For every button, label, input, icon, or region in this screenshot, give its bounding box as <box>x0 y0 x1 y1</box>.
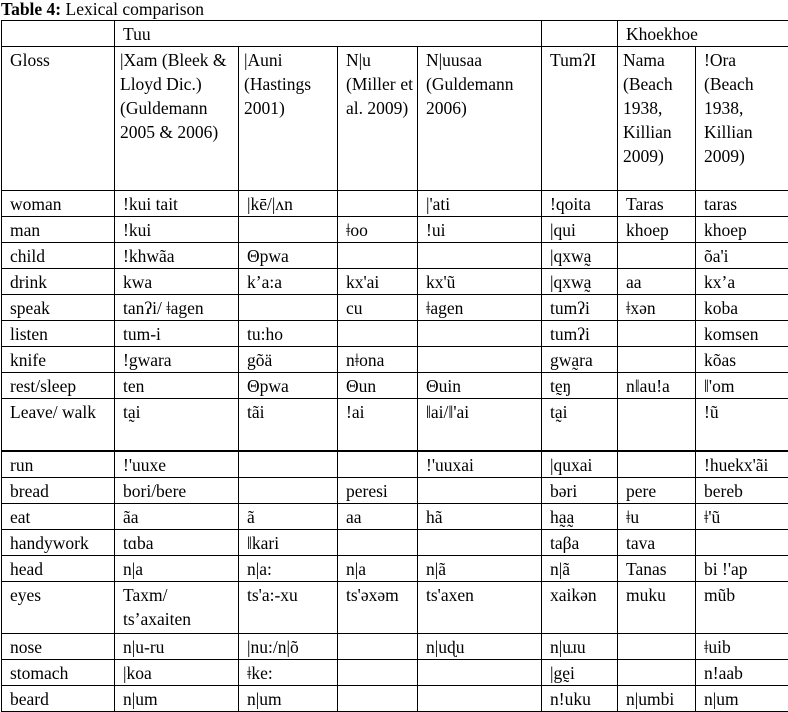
cell-nuusaa: kx'ũ <box>418 269 542 295</box>
cell-auni: Θpwa <box>239 243 338 269</box>
cell-nama: khoep <box>618 217 696 243</box>
cell-nuusaa: n|ã <box>418 555 542 581</box>
cell-nu <box>338 633 418 659</box>
header-gloss: Gloss <box>2 47 115 191</box>
cell-xam: tum-i <box>115 321 239 347</box>
cell-ora: kx’a <box>696 269 788 295</box>
cell-gloss: woman <box>2 191 115 217</box>
cell-auni: ‖kari <box>239 529 338 555</box>
cell-xam: !kui <box>115 217 239 243</box>
cell-xam: n|a <box>115 555 239 581</box>
cell-gloss: Leave/ walk <box>2 399 115 451</box>
cell-xam: tanʔi/ ǂagen <box>115 295 239 321</box>
cell-xam: !kui tait <box>115 191 239 217</box>
cell-tumqi: tḛŋ <box>542 373 618 399</box>
cell-tumqi: |qui <box>542 217 618 243</box>
cell-nuusaa: ts'axen <box>418 581 542 633</box>
cell-xam: |koa <box>115 659 239 685</box>
cell-nuusaa <box>418 529 542 555</box>
cell-nu <box>338 451 418 478</box>
cell-tumqi: xaikən <box>542 581 618 633</box>
cell-nu: Θun <box>338 373 418 399</box>
empty-cell <box>2 21 115 47</box>
cell-tumqi: ta̰i <box>542 399 618 451</box>
cell-gloss: handywork <box>2 529 115 555</box>
cell-xam: tɑba <box>115 529 239 555</box>
cell-gloss: child <box>2 243 115 269</box>
group-khoekhoe: Khoekhoe <box>618 21 788 47</box>
cell-nuusaa <box>418 321 542 347</box>
cell-nu <box>338 321 418 347</box>
cell-tumqi: gwa̰ra <box>542 347 618 373</box>
cell-tumqi: !qoita <box>542 191 618 217</box>
cell-ora: taras <box>696 191 788 217</box>
cell-nama: ǂxən <box>618 295 696 321</box>
cell-auni <box>239 295 338 321</box>
cell-ora: koba <box>696 295 788 321</box>
cell-auni: ã <box>239 503 338 529</box>
cell-auni: n|a: <box>239 555 338 581</box>
cell-nama: pere <box>618 477 696 503</box>
header-ora: !Ora (Beach 1938, Killian 2009) <box>696 47 788 191</box>
caption-label: Table 4: <box>1 0 61 19</box>
header-nama: Nama (Beach 1938, Killian 2009) <box>618 47 696 191</box>
table-row <box>2 581 788 633</box>
cell-gloss: head <box>2 555 115 581</box>
table-row <box>2 451 788 478</box>
cell-nu: !ai <box>338 399 418 451</box>
table-row <box>2 633 788 659</box>
cell-auni: n|um <box>239 685 338 711</box>
cell-gloss: rest/sleep <box>2 373 115 399</box>
cell-nama: n‖au!a <box>618 373 696 399</box>
cell-gloss: eyes <box>2 581 115 633</box>
cell-tumqi: n|ã <box>542 555 618 581</box>
cell-nu: n|a <box>338 555 418 581</box>
cell-gloss: run <box>2 451 115 478</box>
cell-nu: ǂoo <box>338 217 418 243</box>
table-row <box>2 321 788 347</box>
cell-ora: !huekx'ãi <box>696 451 788 478</box>
cell-xam: n|um <box>115 685 239 711</box>
group-tuu: Tuu <box>115 21 542 47</box>
lexical-comparison-table <box>1 20 788 712</box>
cell-nuusaa <box>418 659 542 685</box>
cell-tumqi: tumʔi <box>542 295 618 321</box>
cell-nama <box>618 451 696 478</box>
table-row <box>2 555 788 581</box>
cell-nama <box>618 321 696 347</box>
cell-gloss: speak <box>2 295 115 321</box>
cell-nu: kx'ai <box>338 269 418 295</box>
cell-auni <box>239 217 338 243</box>
cell-nama: Tanas <box>618 555 696 581</box>
cell-nuusaa <box>418 347 542 373</box>
cell-auni: gõä <box>239 347 338 373</box>
header-auni: |Auni (Hastings 2001) <box>239 47 338 191</box>
cell-ora: !ũ <box>696 399 788 451</box>
cell-nuusaa: |'ati <box>418 191 542 217</box>
header-xam: |Xam (Bleek & Lloyd Dic.) (Guldemann 2005 & 2006) <box>115 47 239 191</box>
cell-ora: komsen <box>696 321 788 347</box>
cell-gloss: listen <box>2 321 115 347</box>
cell-nu <box>338 659 418 685</box>
table-row <box>2 191 788 217</box>
cell-nu: ts'əxəm <box>338 581 418 633</box>
cell-xam: !khwãa <box>115 243 239 269</box>
cell-nuusaa <box>418 243 542 269</box>
cell-xam: n|u-ru <box>115 633 239 659</box>
cell-gloss: nose <box>2 633 115 659</box>
cell-ora <box>696 529 788 555</box>
cell-nu <box>338 191 418 217</box>
cell-gloss: eat <box>2 503 115 529</box>
cell-nuusaa <box>418 685 542 711</box>
cell-nu: aa <box>338 503 418 529</box>
cell-auni <box>239 477 338 503</box>
cell-nuusaa: hã <box>418 503 542 529</box>
table-caption <box>1 0 204 20</box>
cell-ora: õa'i <box>696 243 788 269</box>
cell-ora: bereb <box>696 477 788 503</box>
cell-nuusaa: !'uuxai <box>418 451 542 478</box>
cell-xam: ta̰i <box>115 399 239 451</box>
table-row <box>2 529 788 555</box>
cell-nuusaa <box>418 477 542 503</box>
cell-tumqi: ha̰a̰ <box>542 503 618 529</box>
cell-gloss: bread <box>2 477 115 503</box>
cell-nuusaa: ǂagen <box>418 295 542 321</box>
cell-auni: ǂke: <box>239 659 338 685</box>
cell-tumqi: |quxai <box>542 451 618 478</box>
cell-gloss: stomach <box>2 659 115 685</box>
cell-ora: ǂuib <box>696 633 788 659</box>
cell-nuusaa: ‖ai/‖'ai <box>418 399 542 451</box>
caption-text: Lexical comparison <box>66 0 205 19</box>
cell-ora: mũb <box>696 581 788 633</box>
cell-nama <box>618 243 696 269</box>
cell-xam: !gwara <box>115 347 239 373</box>
group-header-row <box>2 21 788 47</box>
column-header-row <box>2 47 788 191</box>
cell-auni: Θpwa <box>239 373 338 399</box>
cell-nama <box>618 347 696 373</box>
table-row <box>2 347 788 373</box>
cell-auni: |nu:/n|õ <box>239 633 338 659</box>
cell-nama: aa <box>618 269 696 295</box>
table-row <box>2 399 788 451</box>
cell-nama: ǂu <box>618 503 696 529</box>
cell-nuusaa: Θuin <box>418 373 542 399</box>
cell-tumqi: taβa <box>542 529 618 555</box>
cell-nuusaa: !ui <box>418 217 542 243</box>
cell-gloss: man <box>2 217 115 243</box>
cell-tumqi: n!uku <box>542 685 618 711</box>
table-row <box>2 503 788 529</box>
cell-ora: n|um <box>696 685 788 711</box>
table-row <box>2 243 788 269</box>
cell-tumqi: |qxwa̰ <box>542 269 618 295</box>
cell-nama: tava <box>618 529 696 555</box>
cell-ora: n!aab <box>696 659 788 685</box>
cell-ora: ǂ'ũ <box>696 503 788 529</box>
cell-tumqi: tumʔi <box>542 321 618 347</box>
cell-nama: muku <box>618 581 696 633</box>
cell-gloss: drink <box>2 269 115 295</box>
cell-tumqi: n|uɹu <box>542 633 618 659</box>
cell-ora: khoep <box>696 217 788 243</box>
cell-xam: !'uuxe <box>115 451 239 478</box>
cell-tumqi: |gḛi <box>542 659 618 685</box>
cell-auni: ts'a:-xu <box>239 581 338 633</box>
cell-auni: |kē/|ʌn <box>239 191 338 217</box>
table-row <box>2 659 788 685</box>
cell-ora: kõas <box>696 347 788 373</box>
cell-auni: tu:ho <box>239 321 338 347</box>
cell-auni: tãi <box>239 399 338 451</box>
table-row <box>2 373 788 399</box>
cell-nu: nǂona <box>338 347 418 373</box>
cell-nu <box>338 529 418 555</box>
cell-nuusaa: n|uɖu <box>418 633 542 659</box>
cell-xam: ãa <box>115 503 239 529</box>
cell-nama <box>618 399 696 451</box>
cell-xam: Taxm/ ts’axaiten <box>115 581 239 633</box>
cell-xam: kwa <box>115 269 239 295</box>
cell-ora: ‖'om <box>696 373 788 399</box>
cell-tumqi: bəri <box>542 477 618 503</box>
cell-nama <box>618 633 696 659</box>
table-row <box>2 217 788 243</box>
table-row <box>2 269 788 295</box>
header-tumqi: TumʔI <box>542 47 618 191</box>
table-row <box>2 477 788 503</box>
table-row <box>2 685 788 711</box>
cell-nama <box>618 659 696 685</box>
cell-nu <box>338 685 418 711</box>
cell-gloss: knife <box>2 347 115 373</box>
cell-auni: k’a:a <box>239 269 338 295</box>
cell-gloss: beard <box>2 685 115 711</box>
cell-nu: peresi <box>338 477 418 503</box>
header-nu: N|u (Miller et al. 2009) <box>338 47 418 191</box>
cell-xam: bori/bere <box>115 477 239 503</box>
table-row <box>2 295 788 321</box>
cell-nu: cu <box>338 295 418 321</box>
empty-cell <box>542 21 618 47</box>
header-nuusaa: N|uusaa (Guldemann 2006) <box>418 47 542 191</box>
cell-xam: ten <box>115 373 239 399</box>
cell-tumqi: |qxwa̰ <box>542 243 618 269</box>
cell-nu <box>338 243 418 269</box>
cell-nama: Taras <box>618 191 696 217</box>
cell-nama: n|umbi <box>618 685 696 711</box>
cell-auni <box>239 451 338 478</box>
cell-ora: bi !'ap <box>696 555 788 581</box>
